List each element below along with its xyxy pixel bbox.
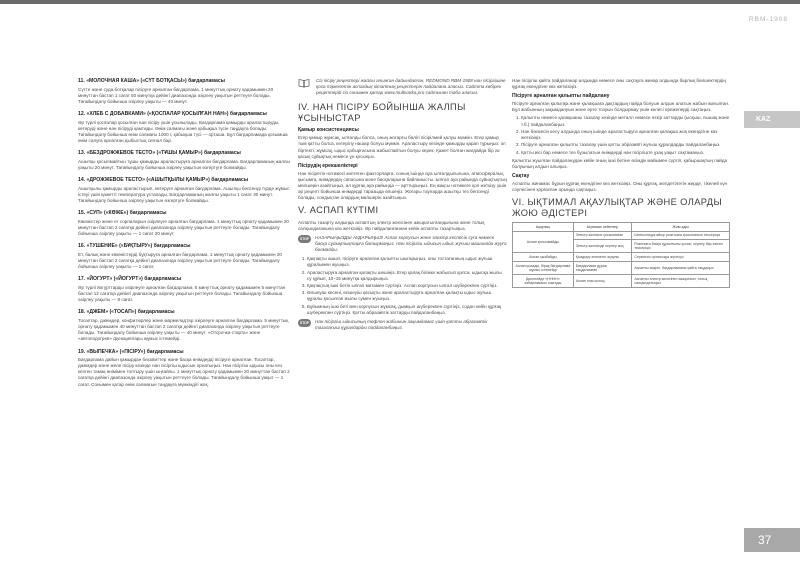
warning-text: Нан пісіргіш ыдысының тефлон жабынын зақымдамас үшін қатты абразивтік тазалағыш құралдарды пайдаланбаңыз. bbox=[315, 318, 488, 330]
program-title: 13. «БЕЗДРОЖЖЕВОЕ ТЕСТО» («ТҰШЫ ҚАМЫР») бағдарламасы bbox=[78, 150, 241, 157]
program-title: 11. «МОЛОЧНАЯ КАША» («СҮТ БОТҚАСЫ») бағдарламасы bbox=[78, 78, 226, 84]
book-icon bbox=[298, 78, 310, 88]
program-16 bbox=[78, 243, 291, 270]
note-text: Сіз пісіру рецептері жайлы алынған дайындалған, REDMOND RBM-1908 нан пісіргішіне қоса тіркелетін аспаздық кітаптың рецептерін пайдалана аласыз. Сайтта көбірек рецептерді сіз сонымен қатар www.multivarka.pro сайтынан таба аласыз. bbox=[316, 78, 506, 96]
program-text: Бағдарлама дайын қамырдан бисквиттер және басқа өнімдерді пісіруге арналған. Тосаптар, джемдер және желе пісіру кезінде нан пісіргіш ыдысын орнатыңыз. Нан пісіргіш ыдысы оны кез келген тамақ өнімімен толтыру үшін ыңғайлы. 1 минуттық орнату қадамымен 20 минуттан бастап 2 сағатқа дейінгі диапазонда әзірлеу уақытын реттеуге болады. Тағайындалу бойынша уақыт — 1 сағат. Сонымен қатар өнім салмағын таңдауға мүмкіндігі жоқ. bbox=[78, 357, 290, 387]
program-title: 12. «ХЛЕБ С ДОБАВКАМИ» («ҚОСПАЛАР ҚОСЫЛҒАН НАН») бағдарламасы bbox=[78, 111, 267, 118]
fix-cell: Розеткаға басқа құрылғыны қосып, кернеу бар екенін тексеріңіз bbox=[632, 240, 730, 253]
header-causes: Ықтимал себептер bbox=[573, 223, 632, 232]
program-title: 16. «ТУШЕНИЕ» («БҰҚТЫРУ») бағдарламасы bbox=[78, 243, 191, 250]
stop-icon: STOP bbox=[298, 235, 311, 243]
section-5-title: V. АСПАП КҮТІМІ bbox=[298, 205, 379, 216]
program-text: Тосаптар, джемдер, конфитюрлер және мармеладтар әзірлеуге арналған бағдарлама. 5 минуттық орнату қадамымен 40 минуттан бастап 2 сағатқа дейінгі диапазонда әзірлеу уақытын реттеуге болады. Тағайындалу бойынша әзірлеу уақыты — 40 минут. «Отсрочка старта» және «автоподогрев» функциялары жұмыс істемейді. bbox=[78, 318, 289, 342]
program-text: Әр түрлі йогурттарды әзірлеуге арналған бағдарлама. 5 минуттық орнату қадамымен 5 минуттан бастап 12 сағатқа дейінгі диапазонда әзірлеу уақытын реттеуге болады. Тағайындалу бойынша әзірлеу уақыты — 8 сағат. bbox=[78, 284, 286, 303]
header-fix: Жою әдісі bbox=[632, 223, 730, 232]
program-19 bbox=[78, 349, 291, 388]
pan-rules bbox=[512, 115, 730, 155]
table-row bbox=[513, 262, 730, 275]
fault-cell: Аспап қызбайды bbox=[513, 253, 574, 262]
program-text: Көкөністер және ет сорпаларын әзірлеуге арналған бағдарлама. 1 минуттық орнату қадамымен 20 минуттан бастап 2 сағатқа дейінгі диапазонда әзірлеу уақытын реттеуге болады. Тағайындалу бойынша әзірлеу уақыты — 1 сағат 20 минут. bbox=[78, 218, 289, 237]
subsection-dough: Қамыр консистенциясы bbox=[298, 127, 359, 134]
program-15 bbox=[78, 210, 291, 237]
fix-cell: Сервистік орталыққа жүгініңіз bbox=[632, 253, 730, 262]
cookbook-note bbox=[298, 78, 507, 96]
list-item: 1. Қақпақты ашып, пісіруге арналған қалыпты шығарыңыз, оны тостағанның ыдыс жуғыш құралымен жуыңыз. bbox=[307, 256, 507, 268]
top-bar bbox=[0, 0, 800, 4]
fix-cell: Аспапты электр желісінен ажыратып, толық салқындатыңыз bbox=[632, 275, 730, 288]
program-18 bbox=[78, 309, 291, 342]
list-item: 4. Өлшеуіш кесені, өлшеуіш қасықты және араластыруға арналған қалақты ыдыс жуғыш құралы қосылған жылы сумен жуыңыз. bbox=[307, 290, 507, 302]
cause-cell: Қыздыру элементі ақаулы bbox=[573, 253, 632, 262]
paragraph: Нан пісіретін нәтижесі көптеген факторларға, соның ішінде ауа ылғалдылығына, атмосфералық қысымға, өнімдердің сапасына және басқаларына байланысты. Ылғал ауа райында сұйықтықтың мөлшерін азайтыңыз, ал құрғақ ауа райында — арттырыңыз. Ең жақсы нәтижеге қол жеткізу үшін әр рецепт бойынша өнімдерді таразыда өлшеңіз. Жоғары тауларда ашытқы тез белсенді болады, сондықтан олардың мөлшерін азайтыңыз. bbox=[298, 170, 507, 201]
program-text: Ет, балық және көкөністерді бұқтыруға арналған бағдарлама. 1 минуттық орнату қадамымен 20 минуттан бастап 2 сағатқа дейінгі диапазонда әзірлеу уақытын реттеуге болады. Тағайындалу бойынша әзірлеу уақыты — 1 сағат. bbox=[78, 251, 282, 270]
cause-cell: Электр желісінде кернеу жоқ bbox=[573, 240, 632, 253]
list-item: 2. Араластыруға арналған қалақты шешіңіз. Егер қалақ білікке жабысып қалса, ыдысқа жылы су құйып, 10–15 минутқа қалдырыңыз. bbox=[307, 270, 507, 282]
paragraph: Аспапты жинамас бұрын құрғақ екендігіне көз жеткізіңіз. Оны құрғақ, желдетілетін жерде, тікелей күн сәулесінен қорғалған орында сақтаңыз. bbox=[512, 180, 728, 192]
cause-cell: Электр желісіне қосылмаған bbox=[573, 231, 632, 240]
list-item: 4. Қатты иісі бар немесе тез бұзылатын өнімдерді нан пісіргіште ұзақ уақыт сақтамаңыз. bbox=[521, 150, 730, 156]
paragraph: Пісіруге арналған қалыпқа және қалақшаға дақтардың пайда болуын алдын алатын жабын жағылған. Бұл жабынның зақымдануын және ерте тозуын болдырмау үшін келесі ережелерді сақтаңыз. bbox=[512, 101, 730, 113]
subsection-pan: Пісіруге арналған қалыпты пайдалану bbox=[512, 93, 610, 100]
fault-cell: Аспап қосылмайды bbox=[513, 231, 574, 253]
paragraph: Аспапты тазарту алдында аспаптың электр желісінен ажыратылғандығына және толық салқындағанына көз жеткізіңіз. Әр пайдаланғаннан кейін аспапты тазартыңыз. bbox=[298, 219, 485, 231]
program-14 bbox=[78, 177, 291, 204]
program-title: 15. «СУП» («КӨЖЕ») бағдарламасы bbox=[78, 210, 167, 217]
warning-note bbox=[298, 235, 507, 253]
fault-cell: Дисплейде «НННН» хабарламасы шығады bbox=[513, 275, 574, 288]
program-13 bbox=[78, 150, 291, 171]
cleaning-steps bbox=[298, 256, 507, 316]
program-text: Ашытқы қосылмайтын тұшы қамырды араластыруға арналған бағдарлама. Бағдарламаның жалпы уақыты 20 минут. Тағайындалу бойынша әзірлеу уақытын өзгертуге болмайды. bbox=[78, 158, 290, 170]
list-item: 1. Қалыпты немесе қалақшаны тазалау кезінде металл немесе өткір заттарды (ысқыш, пышақ және т.б.) пайдаланбаңыз. bbox=[521, 115, 730, 127]
troubleshooting-table bbox=[512, 222, 730, 288]
program-title: 18. «ДЖЕМ» («ТОСАП») бағдарламасы bbox=[78, 309, 175, 316]
paragraph: Егер қамыр жұмсақ, ылғалды болса, оның жоғарғы бөлігі пісірілмей қалуы мүмкін. Егер қамыр тым қатты болса, көтерілу нашар болуы мүмкін. Араластыру кезінде қамырды қарап тұрыңыз: ол біртекті, жұмсақ, ыдыс қабырғасына жабыспайтын болуы керек. Қажет болған жағдайда бір ас қасық сұйықтық немесе ұн қосыңыз. bbox=[298, 135, 506, 159]
model-label: RBM-1908 bbox=[748, 16, 788, 23]
subsection-storage: Сақтау bbox=[512, 172, 530, 179]
program-text: Ашытқылы қамырды араластырып, көтеруге арналған бағдарлама. Ашытқы белсенді түрде жұмыс істеуі үшін қажетті температура ұсталады. Бағдарламаның жалпы уақыты 1 сағат 30 минут. Тағайындалу бойынша әзірлеу уақытын өзгертуге болмайды. bbox=[78, 185, 290, 203]
header-fault: Ақаулық bbox=[513, 223, 574, 232]
program-title: 19. «ВЫПЕЧКА» («ПІСІРУ») бағдарламасы bbox=[78, 348, 184, 355]
program-12 bbox=[78, 111, 291, 144]
program-text: Сүтте және суда ботқалар пісіруге арналған бағдарлама. 1 минуттық орнату қадамымен 20 минуттан бастап 1 сағат 50 минутқа дейінгі диапазонда әзірлеу уақытын реттеуге болады. Тағайындалу бойынша әзірлеу уақыты — 40 минут. bbox=[78, 86, 274, 104]
list-item: 3. Пісіруге арналған қалыпты тазалау үшін қатты абразивті жуғыш құралдарды пайдаланбаңыз. bbox=[521, 142, 730, 148]
program-17 bbox=[78, 276, 291, 303]
subsection-baking: Пісірудің ерекшеліктері bbox=[298, 162, 358, 169]
program-title: 14. «ДРОЖЖЕВОЕ ТЕСТО» («АШЫТҚЫЛЫ ҚАМЫР») бағдарламасы bbox=[78, 177, 249, 184]
program-text: Әр түрлі қоспалар қосылған нан пісіру үшін ұсынылады. Бағдарлама қамырды араластыруды, көтеруді және нан пісіруді қамтиды. Өнім салмағы және қабықша түсін таңдауға болады. Тағайындалу бойынша өнім салмағы 1000 г, қабықша түсі — орташа. Бұл бағдарламада қосымша өнім салуға арналған дыбыстық сигнал бар. bbox=[78, 119, 288, 143]
warning-text: НАЗАРЫҢЫЗДЫ АУДАРЫҢЫЗ! Аспап корпусын және электр кеспесін суға немесе басқа сұйықтықтарға батырмаңыз. Нан пісіргіш ыдысын ыдыс жуғыш машинада жууға болмайды. bbox=[315, 235, 507, 253]
list-item: 5. Бұйымның ішкі беті мен корпусын жұмсақ, дымқыл шүберекпен сүртіңіз, содан кейін құрғақ шүберекпен сүртіңіз. Қатты абразивтік заттарды пайдаланбаңыз. bbox=[307, 304, 507, 316]
section-4-title: IV. НАН ПІСІРУ БОЙЫНША ЖАЛПЫ ҰСЫНЫСТАР bbox=[298, 102, 466, 123]
page-number: 37 bbox=[744, 528, 800, 552]
cause-cell: Бағдарлама дұрыс таңдалмаған bbox=[573, 262, 632, 275]
language-tab: KAZ bbox=[744, 111, 800, 128]
paragraph: Нан пісіргіш қайта пайдаланар алдында немесе оны сақтауға жинар алдында барлық бөлшектердің құрғақ екендігіне көз жеткізіңіз. bbox=[512, 78, 726, 90]
list-item: 2. Нан бөлкесін кесу алдында оның ішінде араластыруға арналған қалақша жоқ екендігіне көз жеткізіңіз. bbox=[521, 129, 730, 141]
program-title: 17. «ЙОГУРТ» («ЙОГУРТ») бағдарламасы bbox=[78, 276, 182, 283]
program-11 bbox=[78, 78, 291, 105]
section-6-title: VI. ЫҚТИМАЛ АҚАУЛЫҚТАР ЖӘНЕ ОЛАРДЫ ЖОЮ ӘДІСТЕРІ bbox=[512, 197, 723, 218]
table-header-row bbox=[513, 223, 730, 232]
table-row bbox=[513, 231, 730, 240]
fix-cell: Аспапты өшіріп, бағдарламаны қайта таңдаңыз bbox=[632, 262, 730, 275]
stop-icon: STOP bbox=[298, 319, 311, 327]
paragraph: Қалыпты жуылған пайдаланудан кейін оның ішкі бетіне өсімдік майымен сүртіп, қабыршақтың пайда болуының алдын алыңыз. bbox=[512, 157, 728, 169]
table-row bbox=[513, 275, 730, 288]
column-recommendations bbox=[298, 78, 507, 334]
column-care bbox=[512, 78, 730, 288]
cause-cell: Аспап тым ыстық bbox=[573, 275, 632, 288]
fault-cell: Аспап қызады, бірақ бағдарлама жұмыс істемейді bbox=[513, 262, 574, 275]
fix-cell: Штепсельдік айыр розеткаға қосылғанын тексеріңіз bbox=[632, 231, 730, 240]
warning-note bbox=[298, 319, 507, 331]
list-item: 3. Қақпақтың ішкі бетін ылғал матамен сүртіңіз. Аспап корпусын ылғал шүберекпен сүртіңіз. bbox=[307, 283, 507, 289]
column-programs bbox=[78, 78, 291, 394]
table-row bbox=[513, 253, 730, 262]
